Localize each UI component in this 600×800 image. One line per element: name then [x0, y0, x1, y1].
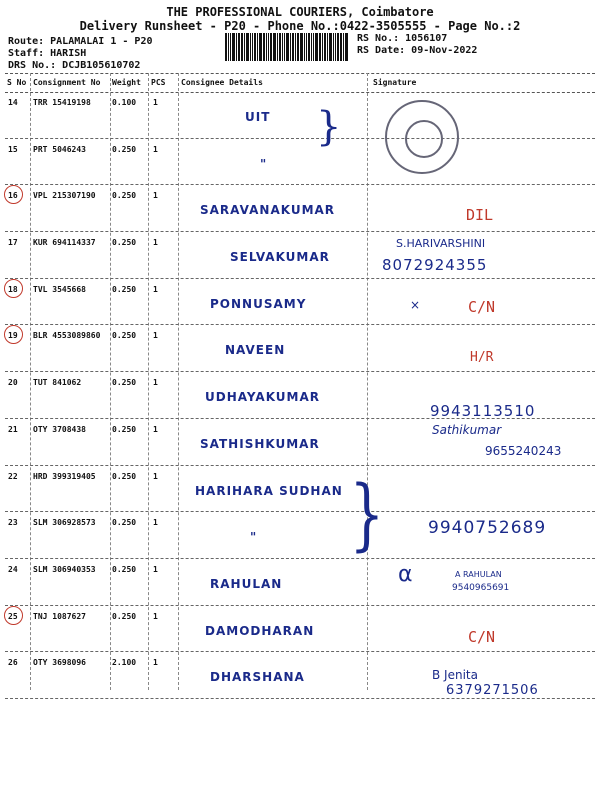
cross-mark: × — [410, 298, 421, 312]
signature-scribble: α — [398, 562, 413, 587]
pieces-count: 1 — [153, 191, 158, 201]
weight-value: 2.100 — [112, 658, 137, 668]
pieces-count: 1 — [153, 658, 158, 668]
pieces-count: 1 — [153, 284, 158, 294]
brace-mark: } — [349, 470, 385, 560]
serial-number: 15 — [8, 144, 18, 154]
signature-jenita: B Jenita — [432, 668, 478, 682]
pieces-count: 1 — [153, 564, 158, 574]
phone-number: 8072924355 — [382, 256, 488, 274]
consignment-number: HRD 399319405 — [33, 471, 96, 481]
col-weight: Weight — [112, 78, 141, 87]
consignment-number: BLR 4553089860 — [33, 331, 101, 341]
hr-note: H/R — [470, 350, 494, 365]
serial-number: 24 — [8, 564, 18, 574]
serial-number: 26 — [8, 658, 18, 668]
pieces-count: 1 — [153, 471, 158, 481]
col-details: Consignee Details — [181, 78, 263, 87]
signature-rahulan: A RAHULAN — [455, 570, 502, 579]
consignment-number: KUR 694114337 — [33, 238, 96, 248]
pieces-count: 1 — [153, 424, 158, 434]
institute-stamp — [385, 100, 459, 174]
consignee-name: PONNUSAMY — [210, 296, 307, 311]
table-row — [5, 606, 595, 653]
weight-value: 0.250 — [112, 378, 137, 388]
col-sno: S No — [7, 78, 27, 87]
rs-date: RS Date: 09-Nov-2022 — [357, 45, 478, 56]
weight-value: 0.250 — [112, 144, 137, 154]
runsheet-table — [5, 92, 595, 699]
serial-number: 22 — [8, 471, 18, 481]
phone-number: 9540965691 — [452, 583, 510, 593]
col-pcs: PCS — [151, 78, 166, 87]
pieces-count: 1 — [153, 518, 158, 528]
phone-number: 6379271506 — [446, 683, 539, 698]
route-label: Route: PALAMALAI 1 - P20 — [8, 36, 153, 47]
phone-number: 9940752689 — [428, 518, 547, 538]
serial-number: 14 — [8, 98, 18, 107]
consignee-name: DAMODHARAN — [205, 623, 315, 638]
consignee-name: UIT — [245, 110, 271, 124]
consignment-number: OTY 3708438 — [33, 424, 86, 434]
table-row — [5, 139, 595, 186]
serial-number: 18 — [8, 284, 18, 294]
consignee-name: RAHULAN — [210, 576, 283, 591]
consignee-name: SATHISHKUMAR — [200, 436, 320, 451]
consignment-number: TNJ 1087627 — [33, 611, 86, 621]
table-row — [5, 419, 595, 466]
phone-number: 9655240243 — [485, 444, 562, 458]
weight-value: 0.250 — [112, 424, 137, 434]
weight-value: 0.250 — [112, 518, 137, 528]
consignee-name: HARIHARA SUDHAN — [195, 483, 343, 498]
serial-number: 19 — [8, 331, 18, 341]
serial-number: 20 — [8, 378, 18, 388]
consignee-name: DHARSHANA — [210, 670, 305, 685]
consignee-name: UDHAYAKUMAR — [205, 390, 321, 405]
serial-number: 23 — [8, 518, 18, 528]
consignee-name: " — [250, 530, 258, 545]
brace-mark: } — [316, 104, 342, 150]
table-row — [5, 466, 595, 513]
consignment-number: SLM 306940353 — [33, 564, 96, 574]
pieces-count: 1 — [153, 331, 158, 341]
consignee-name: " — [260, 156, 268, 171]
table-row — [5, 185, 595, 232]
weight-value: 0.250 — [112, 564, 137, 574]
consignee-name: SARAVANAKUMAR — [200, 203, 336, 218]
serial-number: 17 — [8, 238, 18, 248]
col-consignment: Consignment No — [33, 78, 101, 87]
signature-harivarshini: S.HARIVARSHINI — [396, 237, 486, 250]
pieces-count: 1 — [153, 238, 158, 248]
consignee-name: SELVAKUMAR — [230, 250, 330, 265]
phone-number: 9943113510 — [430, 402, 536, 420]
consignment-number: VPL 215307190 — [33, 191, 96, 201]
consignee-name: NAVEEN — [225, 343, 286, 358]
staff-label: Staff: HARISH — [8, 48, 87, 59]
drs-number: DRS No.: DCJB105610702 — [8, 60, 141, 71]
table-row — [5, 325, 595, 372]
company-title: THE PROFESSIONAL COURIERS, Coimbatore — [166, 5, 434, 19]
serial-number: 21 — [8, 424, 18, 434]
weight-value: 0.100 — [112, 98, 137, 107]
weight-value: 0.250 — [112, 191, 137, 201]
weight-value: 0.250 — [112, 471, 137, 481]
signature-sathikumar: Sathikumar — [432, 423, 502, 437]
serial-number: 16 — [8, 191, 18, 201]
pieces-count: 1 — [153, 611, 158, 621]
pieces-count: 1 — [153, 98, 158, 107]
weight-value: 0.250 — [112, 611, 137, 621]
consignment-number: TUT 841062 — [33, 378, 82, 388]
consignment-number: TRR 15419198 — [33, 98, 91, 107]
consignment-number: TVL 3545668 — [33, 284, 86, 294]
weight-value: 0.250 — [112, 331, 137, 341]
table-header — [5, 73, 595, 93]
table-row — [5, 92, 595, 139]
barcode — [225, 33, 350, 61]
cn-note: C/N — [468, 628, 496, 646]
weight-value: 0.250 — [112, 284, 137, 294]
consignment-number: PRT 5046243 — [33, 144, 86, 154]
weight-value: 0.250 — [112, 238, 137, 248]
pieces-count: 1 — [153, 378, 158, 388]
runsheet-subtitle: Delivery Runsheet - P20 - Phone No.:0422-3505555 - Page No.:2 — [79, 19, 521, 33]
cn-note: C/N — [468, 298, 496, 316]
rs-number: RS No.: 1056107 — [357, 33, 448, 44]
table-row — [5, 279, 595, 326]
consignment-number: OTY 3698096 — [33, 658, 86, 668]
table-row — [5, 232, 595, 279]
pieces-count: 1 — [153, 144, 158, 154]
dil-note: DIL — [466, 206, 494, 224]
col-signature: Signature — [373, 78, 417, 87]
consignment-number: SLM 306928573 — [33, 518, 96, 528]
serial-number: 25 — [8, 611, 18, 621]
